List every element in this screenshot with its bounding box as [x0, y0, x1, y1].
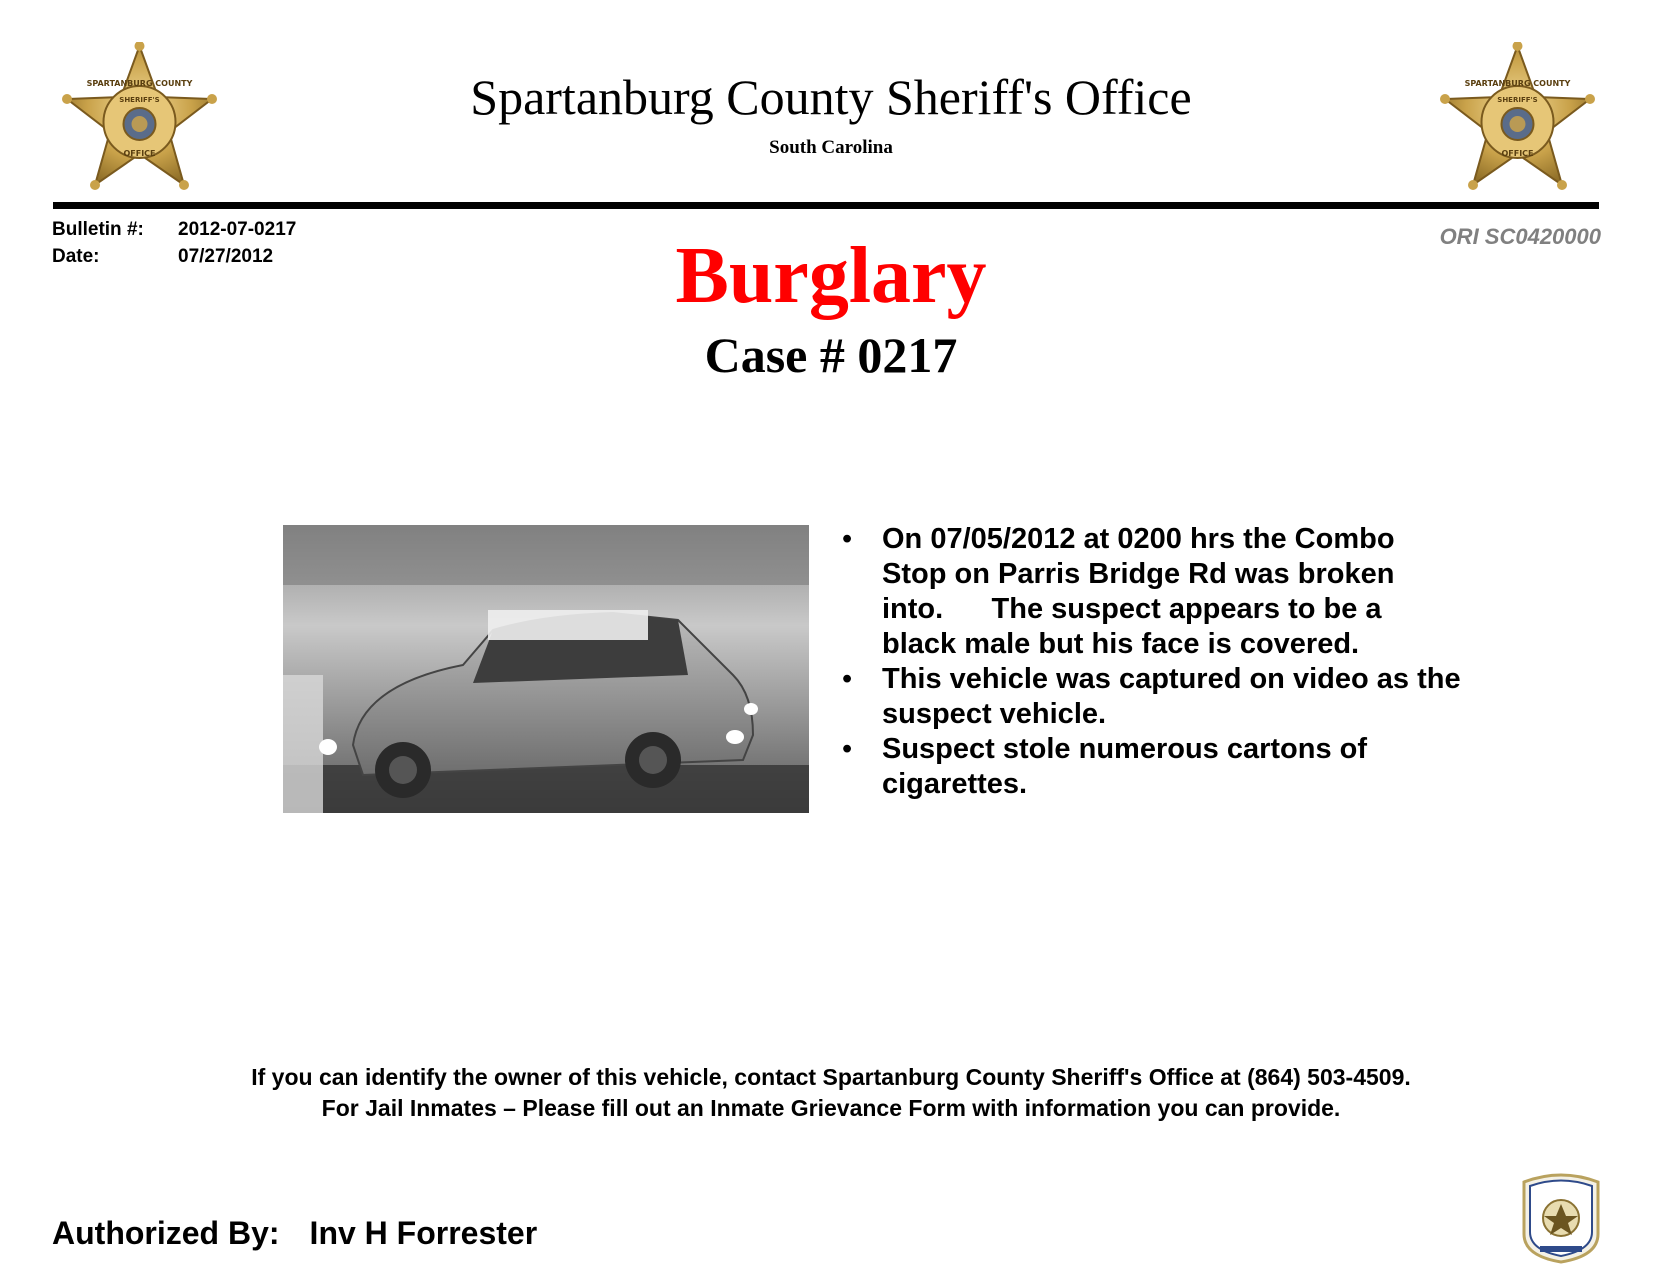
detail-text: Suspect stole numerous cartons of cigarettes. [882, 733, 1368, 800]
list-item [842, 662, 1462, 732]
authorized-label: Authorized By: [52, 1215, 280, 1251]
badge-text-top: SPARTANBURG COUNTY [1464, 79, 1571, 88]
badge-text-bottom: OFFICE [1501, 149, 1534, 158]
contact-line-1: If you can identify the owner of this vehicle, contact Spartanburg County Sheriff's Office at (864) 503-4509. [251, 1064, 1411, 1090]
authorized-name: Inv H Forrester [309, 1215, 538, 1251]
badge-text-mid: SHERIFF'S [1497, 96, 1538, 104]
case-number: Case # 0217 [704, 327, 958, 383]
agency-title: Spartanburg County Sheriff's Office [470, 69, 1192, 125]
header-divider [53, 202, 1599, 209]
list-item [842, 732, 1462, 802]
badge-text-top: SPARTANBURG COUNTY [86, 79, 193, 88]
contact-info [0, 1062, 1662, 1124]
list-item [842, 522, 1462, 662]
bullet-icon: • [842, 523, 853, 555]
authorized-by [52, 1215, 537, 1252]
agency-state: South Carolina [769, 137, 893, 158]
incident-details-list [842, 522, 1462, 802]
bulletin-number-value: 2012-07-0217 [178, 219, 297, 240]
crime-headline: Burglary [675, 232, 987, 320]
accreditation-seal-icon [1520, 1172, 1602, 1264]
ori-number: ORI SC0420000 [1439, 224, 1601, 249]
bulletin-date-value: 07/27/2012 [178, 246, 274, 267]
badge-text-bottom: OFFICE [123, 149, 156, 158]
detail-text: This vehicle was captured on video as the suspect vehicle. [882, 663, 1461, 730]
bulletin-date-label: Date: [52, 246, 100, 267]
surveillance-photo [283, 525, 809, 813]
bullet-icon: • [842, 663, 853, 695]
badge-text-mid: SHERIFF'S [119, 96, 160, 104]
detail-text: On 07/05/2012 at 0200 hrs the Combo Stop on Parris Bridge Rd was broken into. The suspect appears to be a black male but his face is covered. [882, 523, 1395, 660]
bulletin-number-label: Bulletin #: [52, 219, 144, 240]
bullet-icon: • [842, 733, 853, 765]
contact-line-2: For Jail Inmates – Please fill out an Inmate Grievance Form with information you can provide. [321, 1095, 1341, 1121]
